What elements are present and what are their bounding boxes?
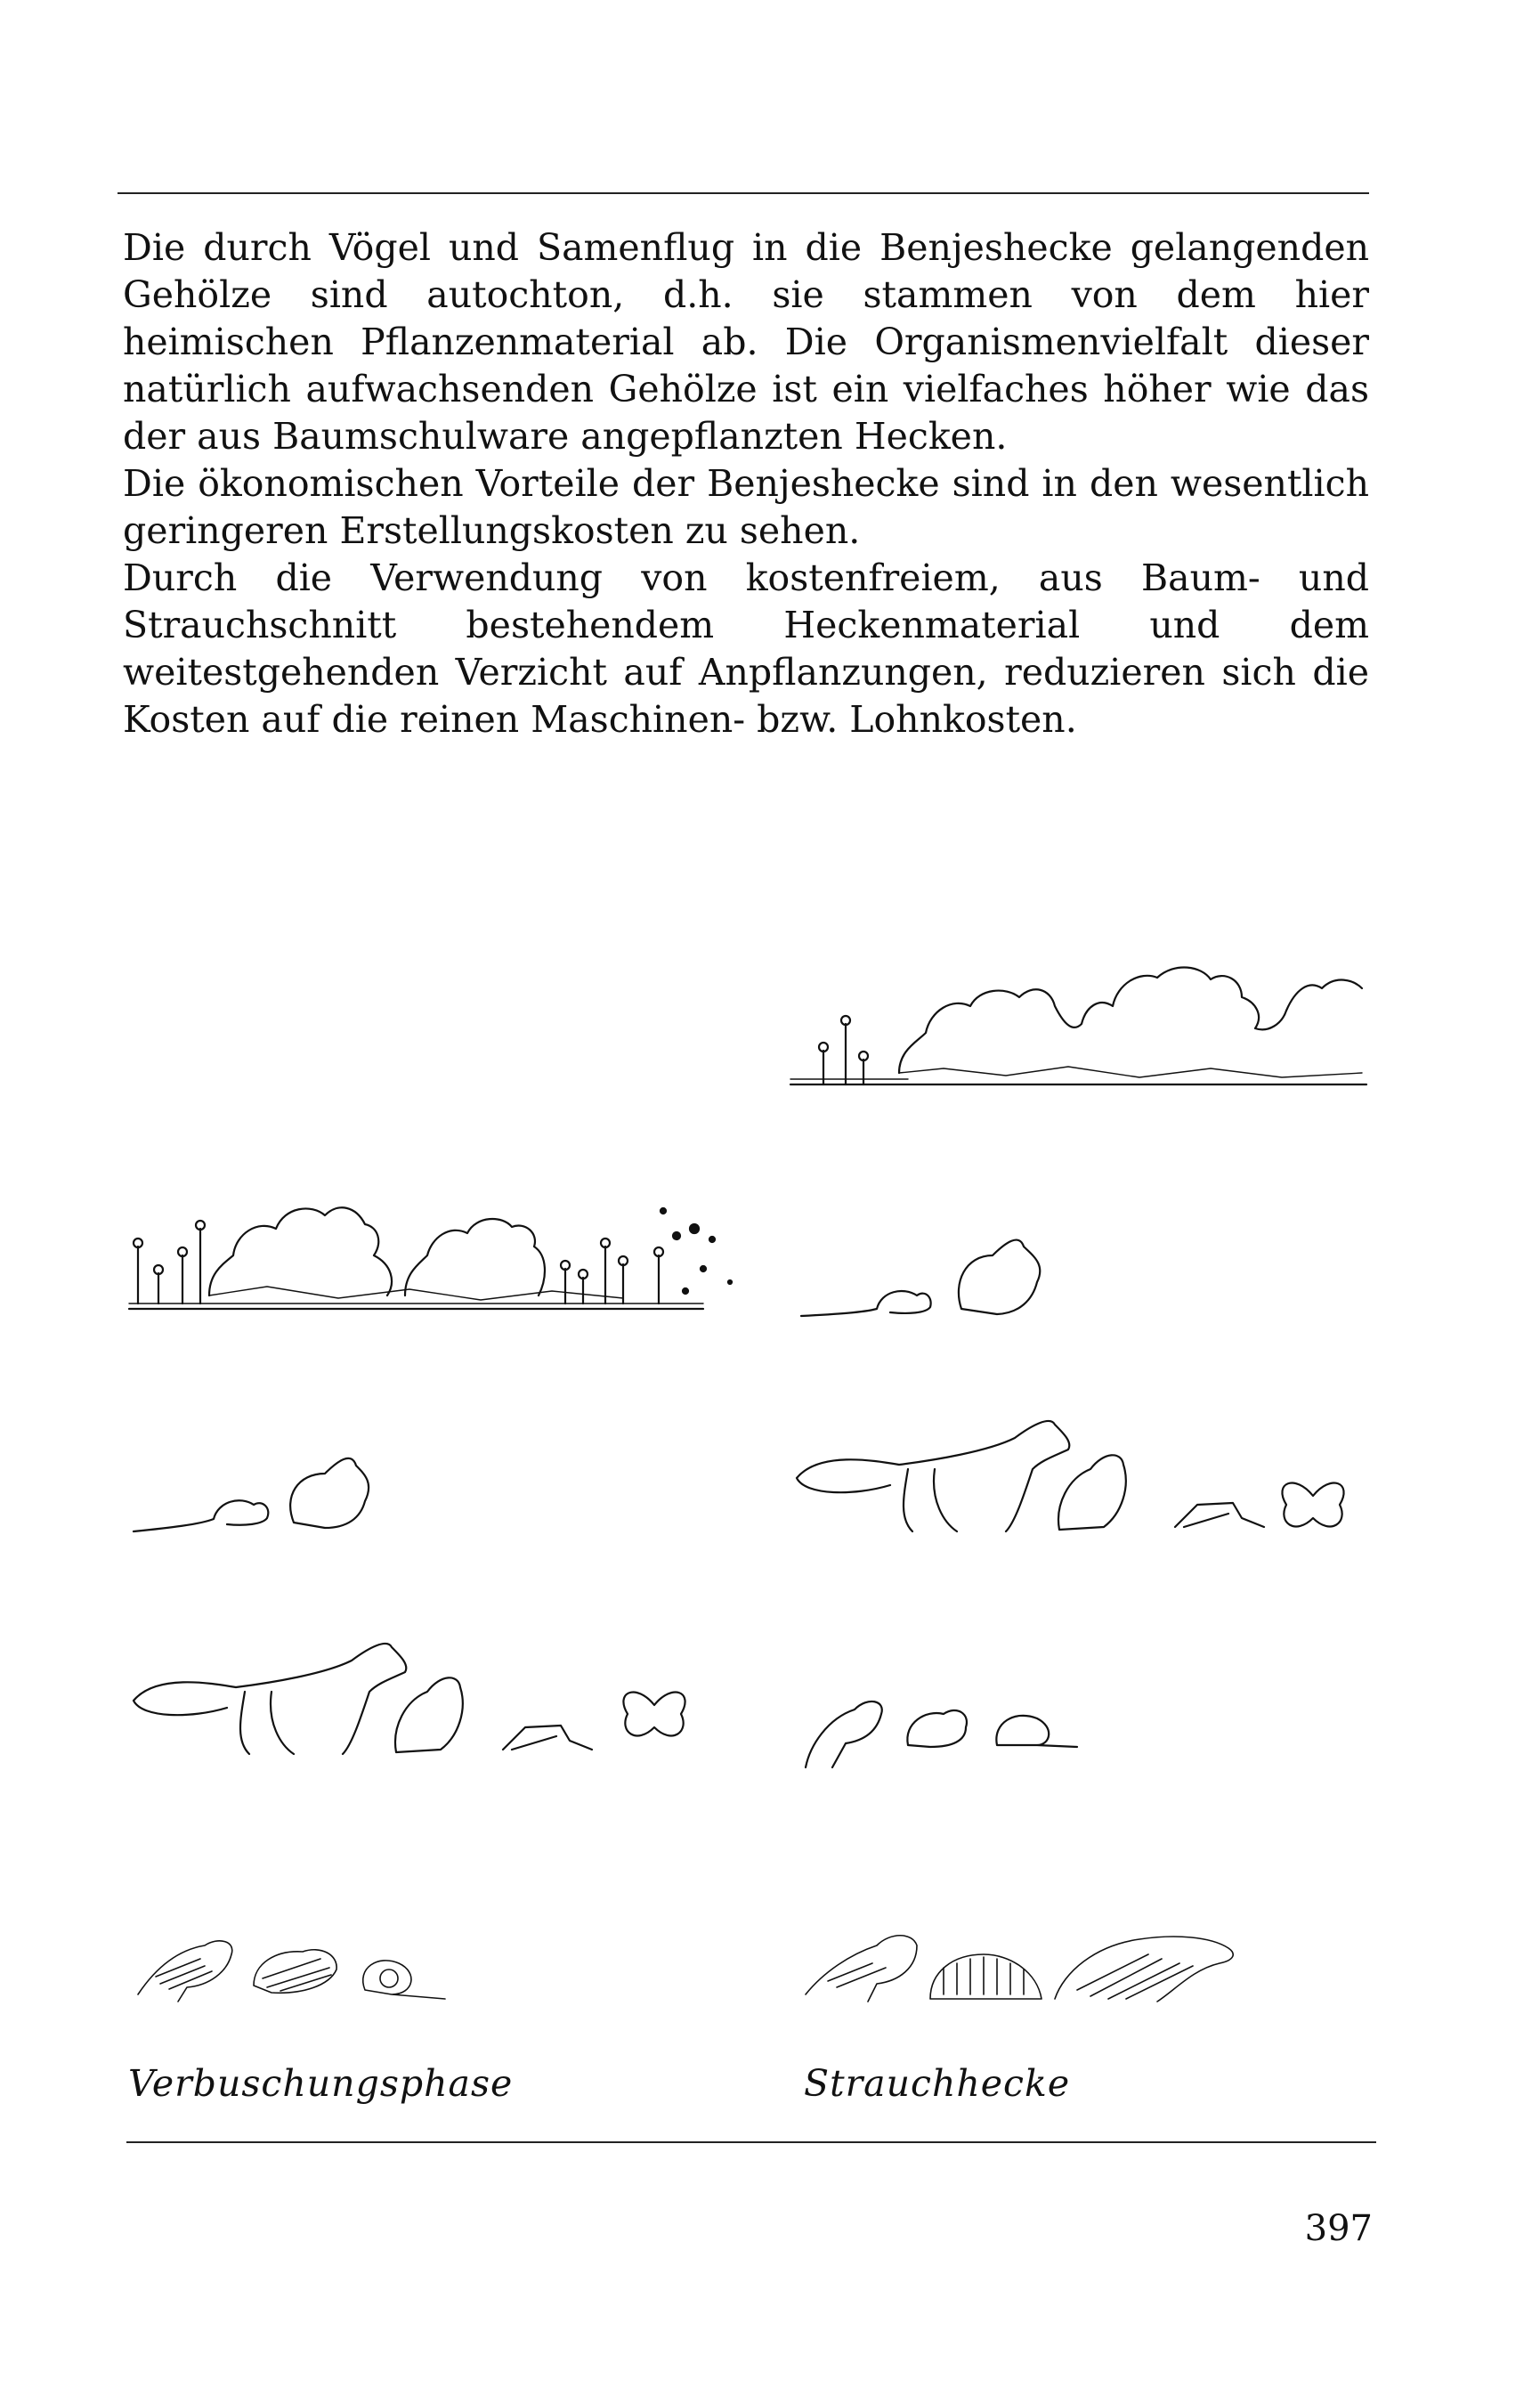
hatched-animals-left [138,1941,445,2002]
shrub-hedge-drawing [790,967,1366,1084]
page-number: 397 [1304,2208,1373,2249]
paragraph-2: Die ökonomischen Vorteile der Benjeshecke sind in den wesentlich geringeren Erstellungskosten zu sehen. [123,462,1369,552]
fox-group-left [134,1644,685,1754]
hatched-animals-right [806,1936,1233,2002]
mouse-rabbit-left [134,1458,369,1531]
mouse-rabbit-right [801,1240,1040,1316]
caption-left: Verbuschungsphase [128,2062,514,2105]
bird-toad-snail-right [806,1701,1077,1767]
paragraph-1: Die durch Vögel und Samenflug in die Benjeshecke gelangenden Gehölze sind autochton, d.h. sie stammen von dem hier heimischen Pflanzenmaterial ab. Die Organismenvielfalt dieser natürlich aufwachsenden Gehölze ist ein vielfaches höher wie das der aus Baumschulware angepflanzten Hecken. [123,226,1369,458]
paragraph-3: Durch die Verwendung von kostenfreiem, aus Baum- und Strauchschnitt bestehendem Heckenmaterial und dem weitestgehenden Verzicht auf Anpflanzungen, reduzieren sich die Kosten auf die reinen Maschinen- bzw. Lohnkosten. [123,556,1369,741]
caption-right: Strauchhecke [804,2062,1071,2105]
bottom-rule [126,2141,1376,2143]
fox-group-right [797,1421,1344,1531]
brush-phase-drawing [129,1207,732,1309]
